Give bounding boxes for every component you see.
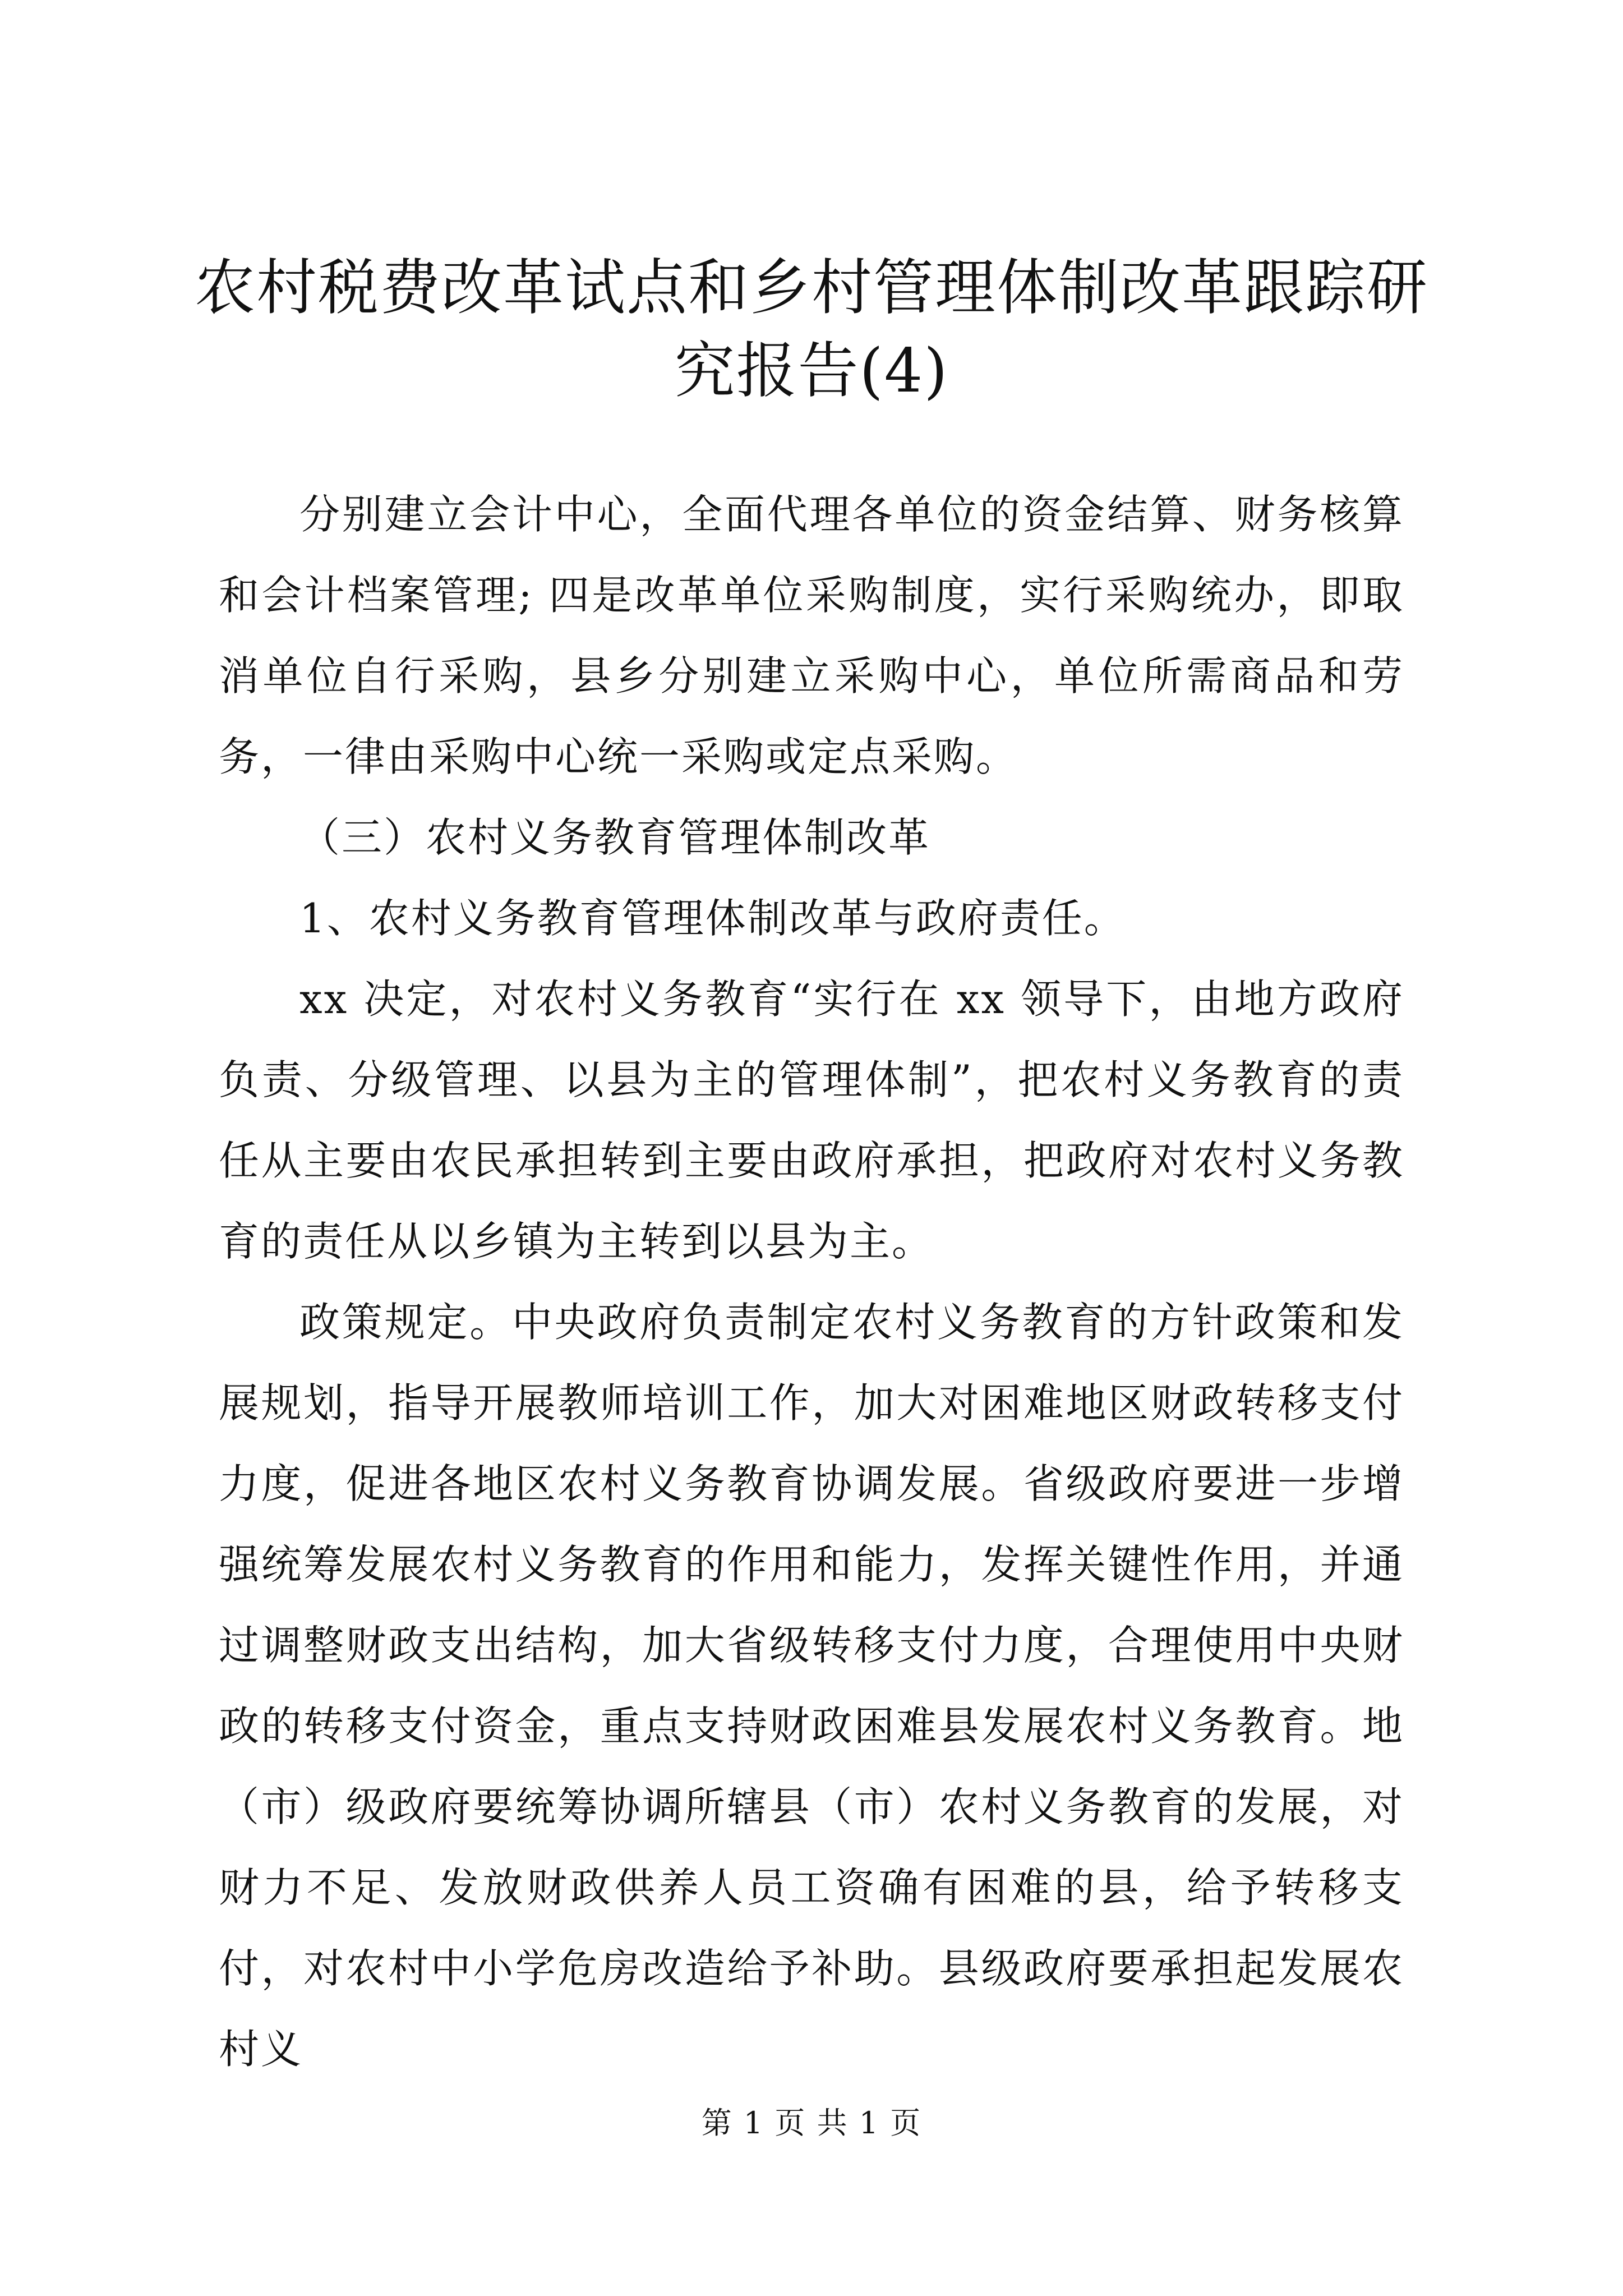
- section-heading-education-reform: （三）农村义务教育管理体制改革: [299, 814, 931, 861]
- document-title: 农村税费改革试点和乡村管理体制改革跟踪研究报告(4): [194, 253, 1428, 406]
- paragraph-decision: xx 决定，对农村义务教育“实行在 xx 领导下，由地方政府负责、分级管理、以县为主的管理体制”，把农村义务教育的责任从主要由农民承担转到主要由政府承担，把政府对农村义务教育的责任从以乡镇为主转到以县为主。: [219, 976, 1404, 1265]
- subheading-government-responsibility: 1、农村义务教育管理体制改革与政府责任。: [299, 895, 1126, 942]
- paragraph-policy: 政策规定。中央政府负责制定农村义务教育的方针政策和发展规划，指导开展教师培训工作，加大对困难地区财政转移支付力度，促进各地区农村义务教育协调发展。省级政府要进一步增强统筹发展农村义务教育的作用和能力，发挥关键性作用，并通过调整财政支出结构，加大省级转移支付力度，合理使用中央财政的转移支付资金，重点支持财政困难县发展农村义务教育。地（市）级政府要统筹协调所辖县（市）农村义务教育的发展，对财力不足、发放财政供养人员工资确有困难的县，给予转移支付，对农村中小学危房改造给予补助。县级政府要承担起发展农村义: [219, 1299, 1404, 2073]
- paragraph-accounting-center: 分别建立会计中心，全面代理各单位的资金结算、财务核算和会计档案管理; 四是改革单位采购制度，实行采购统办，即取消单位自行采购，县乡分别建立采购中心，单位所需商品和劳务，一律由采购中心统一采购或定点采购。: [219, 491, 1404, 780]
- page-footer: 第 1 页 共 1 页: [701, 2105, 922, 2141]
- document-body: [219, 474, 1404, 2090]
